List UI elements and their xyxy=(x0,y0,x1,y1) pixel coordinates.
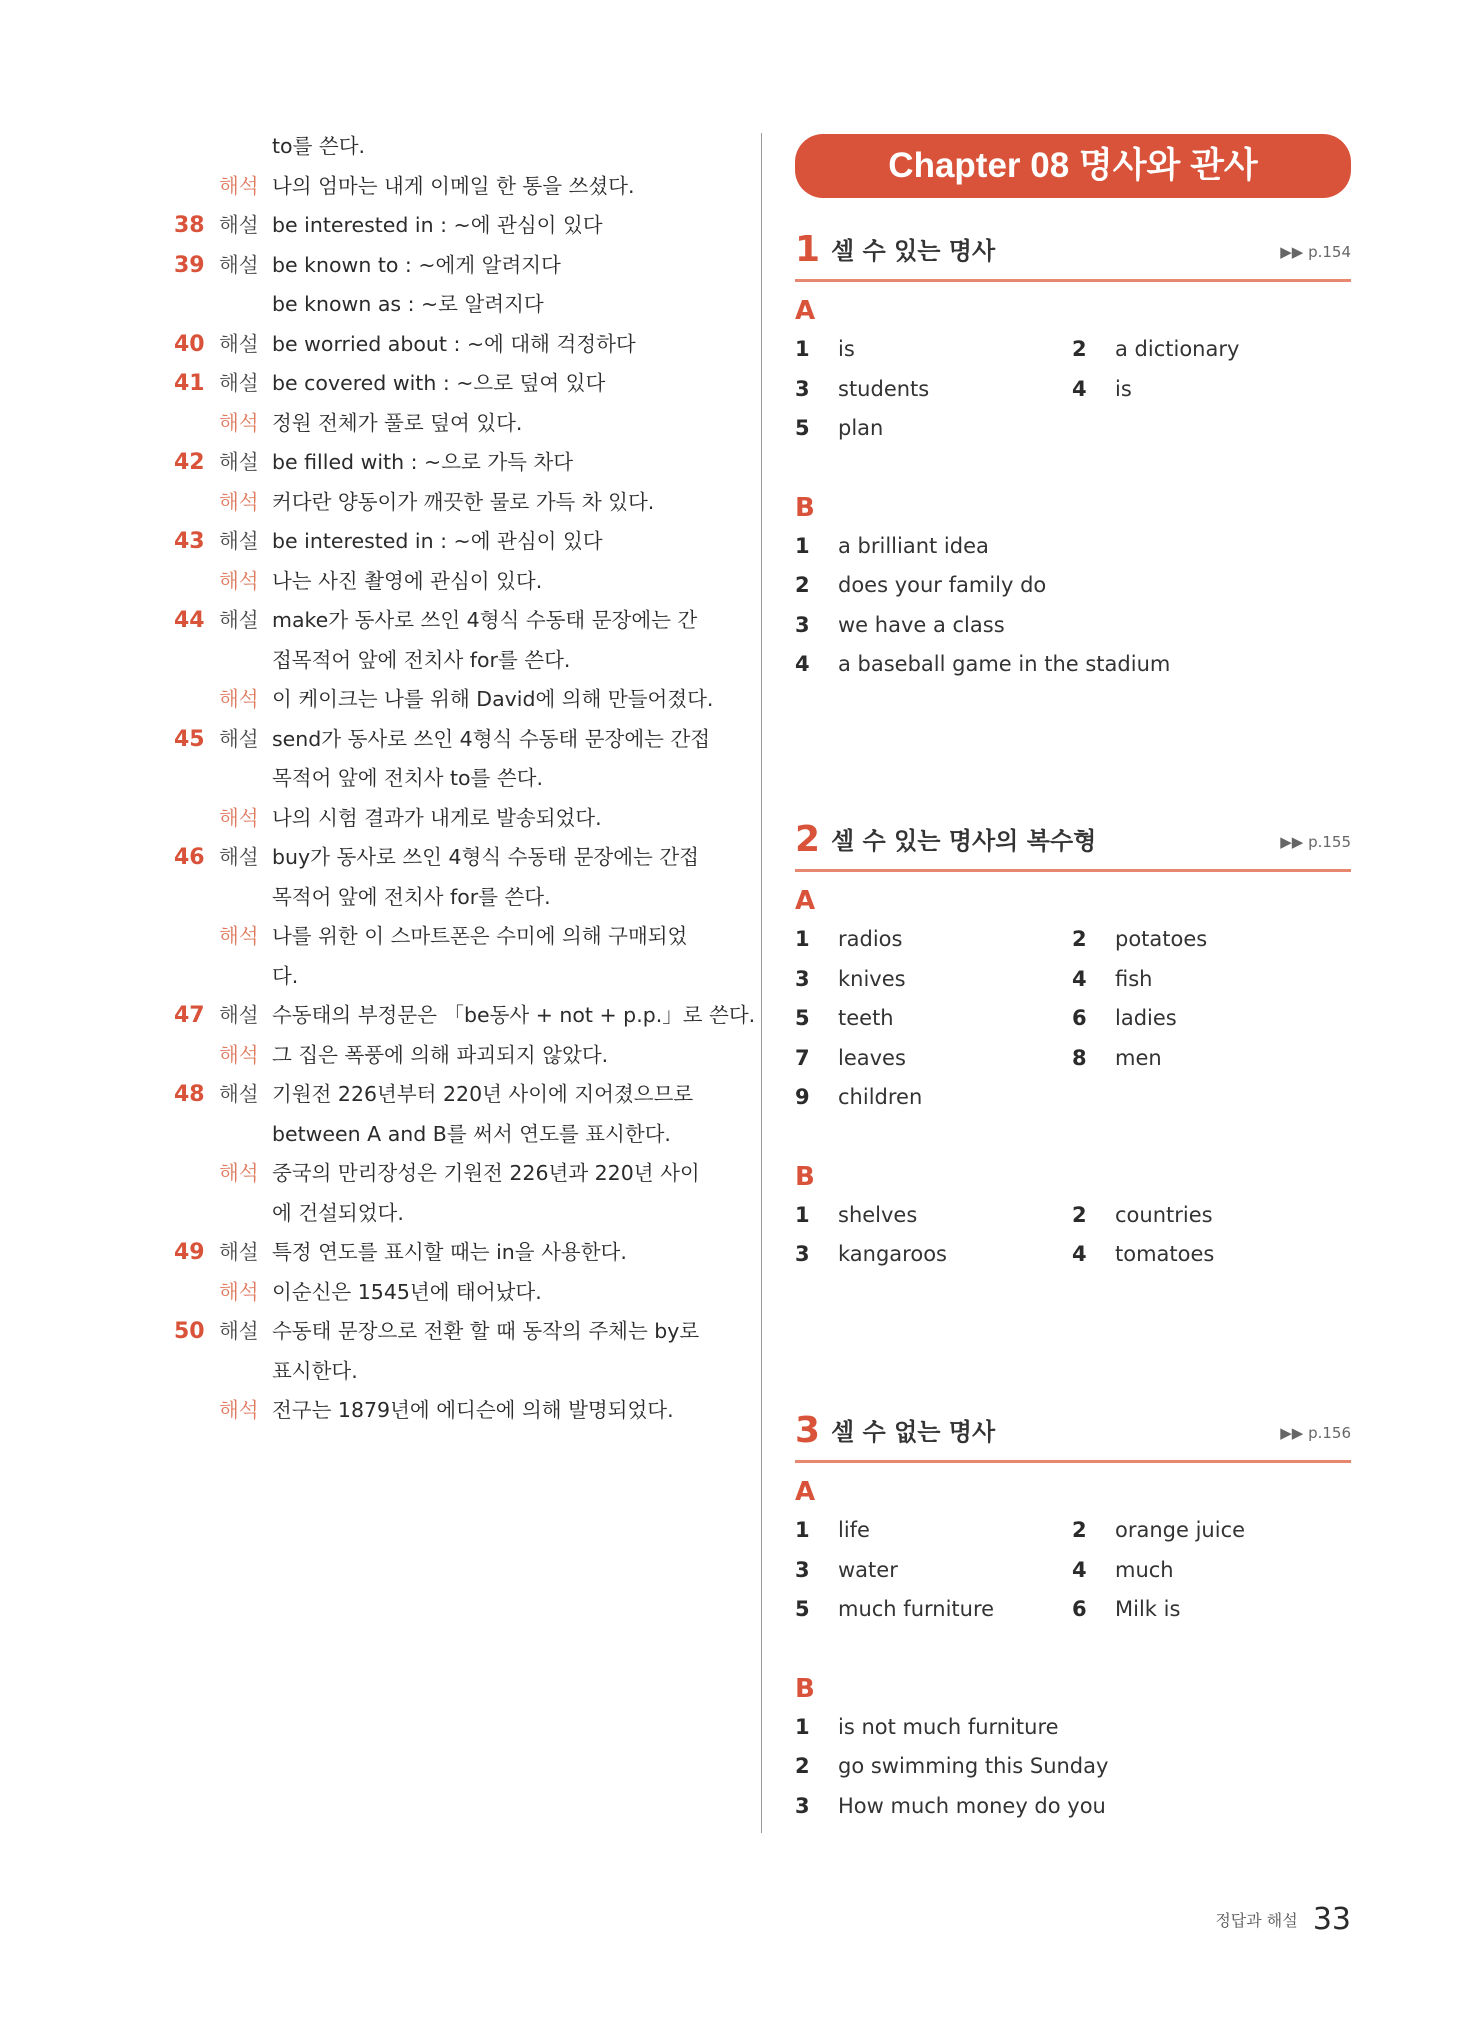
section-title: 셀 수 없는 명사 xyxy=(831,1418,996,1446)
explanation-line xyxy=(174,759,734,799)
answer-part xyxy=(795,292,1351,449)
explanation-label: 해설 xyxy=(219,371,259,395)
answer-row xyxy=(795,1078,1351,1118)
explanation-line xyxy=(174,1075,734,1115)
explanation-text: send가 동사로 쓰인 4형식 수동태 문장에는 간접 xyxy=(272,726,711,751)
answer-text: a brilliant idea xyxy=(838,533,989,558)
section-number: 1 xyxy=(795,229,821,270)
explanation-label: 해설 xyxy=(219,1319,259,1343)
question-number: 38 xyxy=(174,213,205,238)
section-rule xyxy=(795,869,1351,872)
explanation-text: be filled with : ~으로 가득 차다 xyxy=(272,450,574,474)
explanation-line xyxy=(174,443,734,483)
section-number: 3 xyxy=(795,1410,821,1451)
answer-number: 3 xyxy=(795,1557,810,1582)
explanation-label: 해설 xyxy=(219,331,259,356)
answer-text: shelves xyxy=(838,1202,918,1227)
explanation-line xyxy=(174,483,734,523)
answer-text: radios xyxy=(838,927,903,951)
answer-number: 2 xyxy=(1072,337,1087,361)
answer-number: 3 xyxy=(795,1793,810,1818)
section-number: 2 xyxy=(795,819,821,860)
answer-text: is xyxy=(1115,376,1132,401)
explanation-line xyxy=(174,325,734,365)
explanation-label: 해설 xyxy=(219,213,259,237)
answer-part xyxy=(795,1670,1351,1827)
explanation-text: 기원전 226년부터 220년 사이에 지어졌으므로 xyxy=(272,1082,694,1106)
answer-number: 5 xyxy=(795,1597,810,1621)
answer-number: 1 xyxy=(795,1714,810,1739)
answer-text: tomatoes xyxy=(1115,1242,1215,1266)
translation-label: 해석 xyxy=(219,1398,259,1422)
answer-number: 3 xyxy=(795,612,810,637)
question-number: 42 xyxy=(174,450,205,475)
explanation-label: 해설 xyxy=(219,608,259,632)
answer-number: 3 xyxy=(795,1242,810,1266)
explanation-line xyxy=(174,799,734,839)
explanation-line xyxy=(174,246,734,286)
answer-text: knives xyxy=(838,966,906,991)
answer-part xyxy=(795,489,1351,685)
explanation-line xyxy=(174,720,734,760)
section-header xyxy=(795,1407,1351,1463)
answer-row xyxy=(795,1590,1351,1630)
answer-number: 3 xyxy=(795,376,810,401)
explanation-text: 접목적어 앞에 전치사 for를 쓴다. xyxy=(272,647,571,672)
answer-row xyxy=(795,1708,1351,1748)
explanation-line xyxy=(174,680,734,720)
explanation-line xyxy=(174,404,734,444)
explanation-text: be known to : ~에게 알려지다 xyxy=(272,252,561,277)
explanation-line xyxy=(174,522,734,562)
answer-text: is xyxy=(838,337,855,361)
explanation-text: 다. xyxy=(272,963,299,988)
explanation-text: be known as : ~로 알려지다 xyxy=(272,292,544,316)
explanation-label: 해설 xyxy=(219,1003,259,1027)
explanation-text: 중국의 만리장성은 기원전 226년과 220년 사이 xyxy=(272,1161,700,1185)
answer-text: fish xyxy=(1115,966,1153,991)
answer-number: 1 xyxy=(795,927,810,951)
answer-number: 4 xyxy=(1072,966,1087,991)
answer-text: much xyxy=(1115,1557,1174,1582)
answer-row xyxy=(795,999,1351,1039)
answer-row xyxy=(795,960,1351,1000)
explanation-text: 나는 사진 촬영에 관심이 있다. xyxy=(272,568,543,593)
section-rule xyxy=(795,279,1351,282)
answer-number: 4 xyxy=(1072,376,1087,401)
answer-row xyxy=(795,645,1351,685)
answer-text: water xyxy=(838,1557,898,1582)
answer-text: leaves xyxy=(838,1045,906,1070)
answer-number: 4 xyxy=(1072,1242,1087,1266)
explanation-line xyxy=(174,562,734,602)
answer-text: countries xyxy=(1115,1202,1213,1227)
part-letter: B xyxy=(795,492,815,523)
page-reference: ▶▶ p.154 xyxy=(1280,243,1351,261)
translation-label: 해석 xyxy=(219,1042,259,1067)
explanation-label: 해설 xyxy=(219,252,259,277)
chapter-title-banner: Chapter 08 명사와 관사 xyxy=(795,134,1351,198)
explanation-line xyxy=(174,1115,734,1155)
left-column-explanations xyxy=(174,127,756,1431)
answer-number: 1 xyxy=(795,1518,810,1542)
answer-number: 4 xyxy=(1072,1557,1087,1582)
explanation-text: make가 동사로 쓰인 4형식 수동태 문장에는 간 xyxy=(272,608,698,632)
explanation-text: 특정 연도를 표시할 때는 in을 사용한다. xyxy=(272,1240,627,1264)
question-number: 43 xyxy=(174,529,205,554)
explanation-line xyxy=(174,1312,734,1352)
translation-label: 해석 xyxy=(219,410,259,435)
explanation-line xyxy=(174,917,734,957)
answer-row xyxy=(795,1235,1351,1275)
translation-label: 해석 xyxy=(219,1161,259,1185)
answer-row xyxy=(795,330,1351,370)
explanation-line xyxy=(174,285,734,325)
answer-text: ladies xyxy=(1115,1006,1177,1030)
section-countable-nouns xyxy=(795,226,1351,685)
translation-label: 해석 xyxy=(219,173,259,198)
explanation-label: 해설 xyxy=(219,1240,259,1264)
answer-number: 4 xyxy=(795,652,810,676)
answer-text: Milk is xyxy=(1115,1597,1181,1621)
answer-number: 2 xyxy=(1072,1202,1087,1227)
explanation-line xyxy=(174,1036,734,1076)
answer-text: men xyxy=(1115,1045,1162,1070)
answer-text: does your family do xyxy=(838,573,1047,597)
answer-text: students xyxy=(838,376,930,401)
answer-text: orange juice xyxy=(1115,1518,1246,1542)
explanation-line xyxy=(174,641,734,681)
explanation-line xyxy=(174,127,734,167)
explanation-text: 수동태의 부정문은 「be동사 + not + p.p.」로 쓴다. xyxy=(272,1003,756,1027)
explanation-label: 해설 xyxy=(219,1082,259,1106)
explanation-text: 전구는 1879년에 에디슨에 의해 발명되었다. xyxy=(272,1398,674,1422)
explanation-label: 해설 xyxy=(219,529,259,553)
question-number: 46 xyxy=(174,845,205,870)
answer-part xyxy=(795,1473,1351,1630)
explanation-text: be interested in : ~에 관심이 있다 xyxy=(272,213,603,237)
answer-number: 1 xyxy=(795,533,810,558)
answer-number: 6 xyxy=(1072,1597,1087,1621)
section-uncountable-nouns xyxy=(795,1407,1351,1826)
explanation-text: 목적어 앞에 전치사 to를 쓴다. xyxy=(272,766,543,790)
answer-row xyxy=(795,1747,1351,1787)
answer-number: 2 xyxy=(1072,1518,1087,1542)
answer-number: 8 xyxy=(1072,1045,1087,1070)
explanation-line xyxy=(174,1273,734,1313)
explanation-line xyxy=(174,364,734,404)
part-letter: B xyxy=(795,1673,815,1704)
part-letter: A xyxy=(795,886,816,916)
answer-text: go swimming this Sunday xyxy=(838,1754,1109,1778)
explanation-text: 이순신은 1545년에 태어났다. xyxy=(272,1279,542,1304)
explanation-line xyxy=(174,601,734,641)
explanation-line xyxy=(174,167,734,207)
answer-number: 5 xyxy=(795,416,810,440)
answer-row xyxy=(795,566,1351,606)
explanation-label: 해설 xyxy=(219,726,259,751)
answer-number: 2 xyxy=(1072,927,1087,951)
answer-text: How much money do you xyxy=(838,1793,1106,1818)
explanation-line xyxy=(174,1194,734,1234)
answer-number: 2 xyxy=(795,573,810,597)
answer-number: 7 xyxy=(795,1045,810,1070)
explanation-label: 해설 xyxy=(219,450,259,474)
explanation-line xyxy=(174,206,734,246)
question-number: 49 xyxy=(174,1240,205,1265)
explanation-line xyxy=(174,1352,734,1392)
explanation-line xyxy=(174,1391,734,1431)
answer-number: 5 xyxy=(795,1006,810,1030)
answer-text: life xyxy=(838,1518,870,1542)
section-header xyxy=(795,816,1351,872)
explanation-text: 나를 위한 이 스마트폰은 수미에 의해 구매되었 xyxy=(272,924,688,948)
page-footer xyxy=(1215,1902,1351,1942)
question-number: 48 xyxy=(174,1082,205,1107)
answer-text: much furniture xyxy=(838,1597,995,1621)
answer-row xyxy=(795,920,1351,960)
explanation-text: 나의 엄마는 내게 이메일 한 통을 쓰셨다. xyxy=(272,173,635,198)
answer-text: we have a class xyxy=(838,612,1005,637)
explanation-text: buy가 동사로 쓰인 4형식 수동태 문장에는 간접 xyxy=(272,845,699,869)
explanation-line xyxy=(174,878,734,918)
answer-row xyxy=(795,1039,1351,1079)
translation-label: 해석 xyxy=(219,1279,259,1304)
answer-number: 1 xyxy=(795,1202,810,1227)
answer-row xyxy=(795,370,1351,410)
question-number: 41 xyxy=(174,371,205,396)
column-divider xyxy=(761,133,762,1833)
explanation-line xyxy=(174,1233,734,1273)
explanation-line xyxy=(174,957,734,997)
answer-row xyxy=(795,1511,1351,1551)
question-number: 45 xyxy=(174,726,205,752)
answer-row xyxy=(795,1551,1351,1591)
question-number: 40 xyxy=(174,331,205,357)
answer-row xyxy=(795,1787,1351,1827)
explanation-text: 표시한다. xyxy=(272,1358,358,1383)
translation-label: 해석 xyxy=(219,568,259,593)
answer-number: 2 xyxy=(795,1754,810,1778)
answer-text: a baseball game in the stadium xyxy=(838,652,1171,676)
explanation-text: 그 집은 폭풍에 의해 파괴되지 않았다. xyxy=(272,1042,609,1067)
explanation-text: 수동태 문장으로 전환 할 때 동작의 주체는 by로 xyxy=(272,1319,700,1343)
section-rule xyxy=(795,1460,1351,1463)
section-title: 셀 수 있는 명사의 복수형 xyxy=(831,827,1097,855)
part-letter: A xyxy=(795,296,816,326)
answer-row xyxy=(795,527,1351,567)
explanation-text: be covered with : ~으로 덮여 있다 xyxy=(272,371,606,395)
answer-text: potatoes xyxy=(1115,927,1208,951)
answer-text: a dictionary xyxy=(1115,337,1240,361)
answer-text: is not much furniture xyxy=(838,1714,1059,1739)
explanation-text: 목적어 앞에 전치사 for를 쓴다. xyxy=(272,884,551,909)
explanation-line xyxy=(174,838,734,878)
explanation-text: 이 케이크는 나를 위해 David에 의해 만들어졌다. xyxy=(272,687,714,711)
page-reference: ▶▶ p.156 xyxy=(1280,1424,1351,1442)
answer-number: 9 xyxy=(795,1085,810,1109)
question-number: 50 xyxy=(174,1319,205,1344)
explanation-text: 커다란 양동이가 깨끗한 물로 가득 차 있다. xyxy=(272,489,655,514)
translation-label: 해석 xyxy=(219,687,259,711)
answer-number: 1 xyxy=(795,337,810,361)
translation-label: 해석 xyxy=(219,489,259,514)
answer-row xyxy=(795,1196,1351,1236)
answer-number: 6 xyxy=(1072,1006,1087,1030)
answer-number: 3 xyxy=(795,966,810,991)
answer-part xyxy=(795,1158,1351,1275)
explanation-text: between A and B를 써서 연도를 표시한다. xyxy=(272,1121,671,1146)
explanation-line xyxy=(174,996,756,1036)
answer-part xyxy=(795,882,1351,1118)
answer-text: children xyxy=(838,1085,923,1109)
question-number: 44 xyxy=(174,608,205,633)
section-title: 셀 수 있는 명사 xyxy=(831,237,996,265)
explanation-text: 나의 시험 결과가 내게로 발송되었다. xyxy=(272,805,602,830)
section-header xyxy=(795,226,1351,282)
explanation-text: be interested in : ~에 관심이 있다 xyxy=(272,529,603,553)
answer-text: teeth xyxy=(838,1006,894,1030)
explanation-line xyxy=(174,1154,734,1194)
answer-row xyxy=(795,606,1351,646)
question-number: 47 xyxy=(174,1003,205,1028)
explanation-text: 에 건설되었다. xyxy=(272,1200,404,1225)
explanation-text: 정원 전체가 풀로 덮여 있다. xyxy=(272,410,523,435)
explanation-text: to를 쓴다. xyxy=(272,134,366,158)
page-number: 33 xyxy=(1312,1902,1351,1937)
part-letter: A xyxy=(795,1477,816,1507)
explanation-label: 해설 xyxy=(219,845,259,869)
answer-row xyxy=(795,409,1351,449)
section-plural-forms xyxy=(795,816,1351,1275)
question-number: 39 xyxy=(174,252,205,278)
footer-label: 정답과 해설 xyxy=(1215,1911,1298,1930)
answer-text: plan xyxy=(838,416,884,440)
translation-label: 해석 xyxy=(219,805,259,830)
answer-text: kangaroos xyxy=(838,1242,947,1266)
translation-label: 해석 xyxy=(219,924,259,948)
explanation-text: be worried about : ~에 대해 걱정하다 xyxy=(272,331,636,356)
part-letter: B xyxy=(795,1161,815,1192)
page-reference: ▶▶ p.155 xyxy=(1280,833,1351,851)
